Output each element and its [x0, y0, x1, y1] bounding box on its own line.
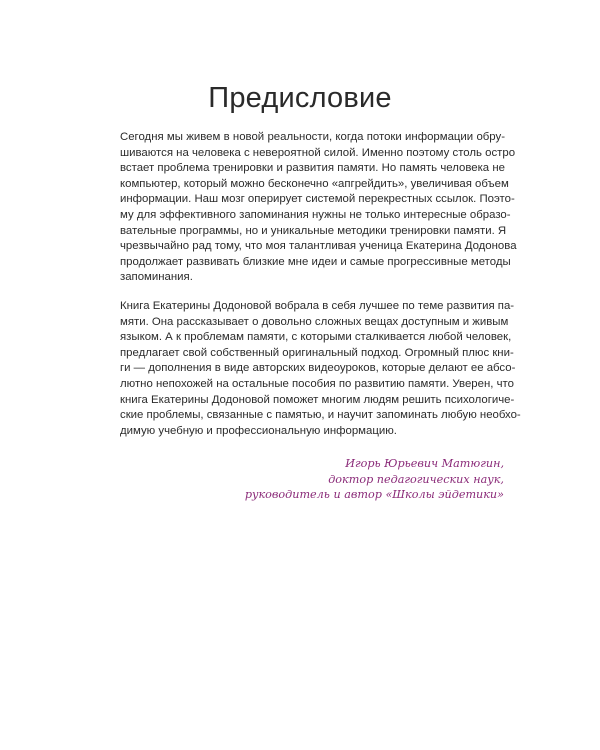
- text-line: димую учебную и профессиональную информацию.: [120, 424, 397, 437]
- text-line: ги — дополнения в виде авторских видеоуроков, которые делают ее абсо-: [120, 362, 516, 375]
- text-line: компьютер, который можно бесконечно «апгрейдить», увеличивая объем: [120, 177, 509, 190]
- text-line: шиваются на человека с невероятной силой. Именно поэтому столь остро: [120, 146, 516, 159]
- text-line: информации. Наш мозг оперирует системой перекрестных ссылок. Поэто-: [120, 193, 515, 206]
- text-line: продолжает развивать близкие мне идеи и самые прогрессивные методы: [120, 255, 511, 268]
- text-line: Книга Екатерины Додоновой вобрала в себя лучшее по теме развития па-: [120, 299, 515, 312]
- text-line: чрезвычайно рад тому, что моя талантливая ученица Екатерина Додонова: [120, 240, 517, 253]
- text-line: Сегодня мы живем в новой реальности, когда потоки информации обру-: [120, 131, 505, 143]
- text-line: вательные программы, но и уникальные методики тренировки памяти. Я: [120, 224, 507, 237]
- signature-block: [245, 456, 504, 503]
- text-line: ские проблемы, связанные с памятью, и научит запоминать любую необхо-: [120, 409, 521, 422]
- text-line: мяти. Она рассказывает о довольно сложных вещах доступным и живым: [120, 315, 509, 328]
- text-line: встает проблема тренировки и развития памяти. Но память человека не: [120, 162, 505, 175]
- text-line: му для эффективного запоминания нужны не только интересные образо-: [120, 208, 511, 221]
- text-line: книга Екатерины Додоновой поможет многим людям решить психологиче-: [120, 393, 515, 406]
- paragraph-2: [120, 299, 521, 439]
- paragraph-1: [120, 130, 517, 286]
- text-line: запоминания.: [120, 271, 193, 284]
- signature-degree: доктор педагогических наук,: [328, 472, 504, 486]
- text-line: лютно непохожей на остальные пособия по развитию памяти. Уверен, что: [120, 377, 514, 390]
- page-title: Предисловие: [208, 82, 392, 114]
- text-line: предлагает свой собственный оригинальный подход. Огромный плюс кни-: [120, 346, 514, 359]
- signature-position: руководитель и автор «Школы эйдетики»: [244, 488, 504, 502]
- signature-name: Игорь Юрьевич Матюгин,: [345, 457, 504, 470]
- text-line: языком. А к проблемам памяти, с которыми сталкивается любой человек,: [120, 331, 512, 344]
- preface-body: [120, 130, 521, 452]
